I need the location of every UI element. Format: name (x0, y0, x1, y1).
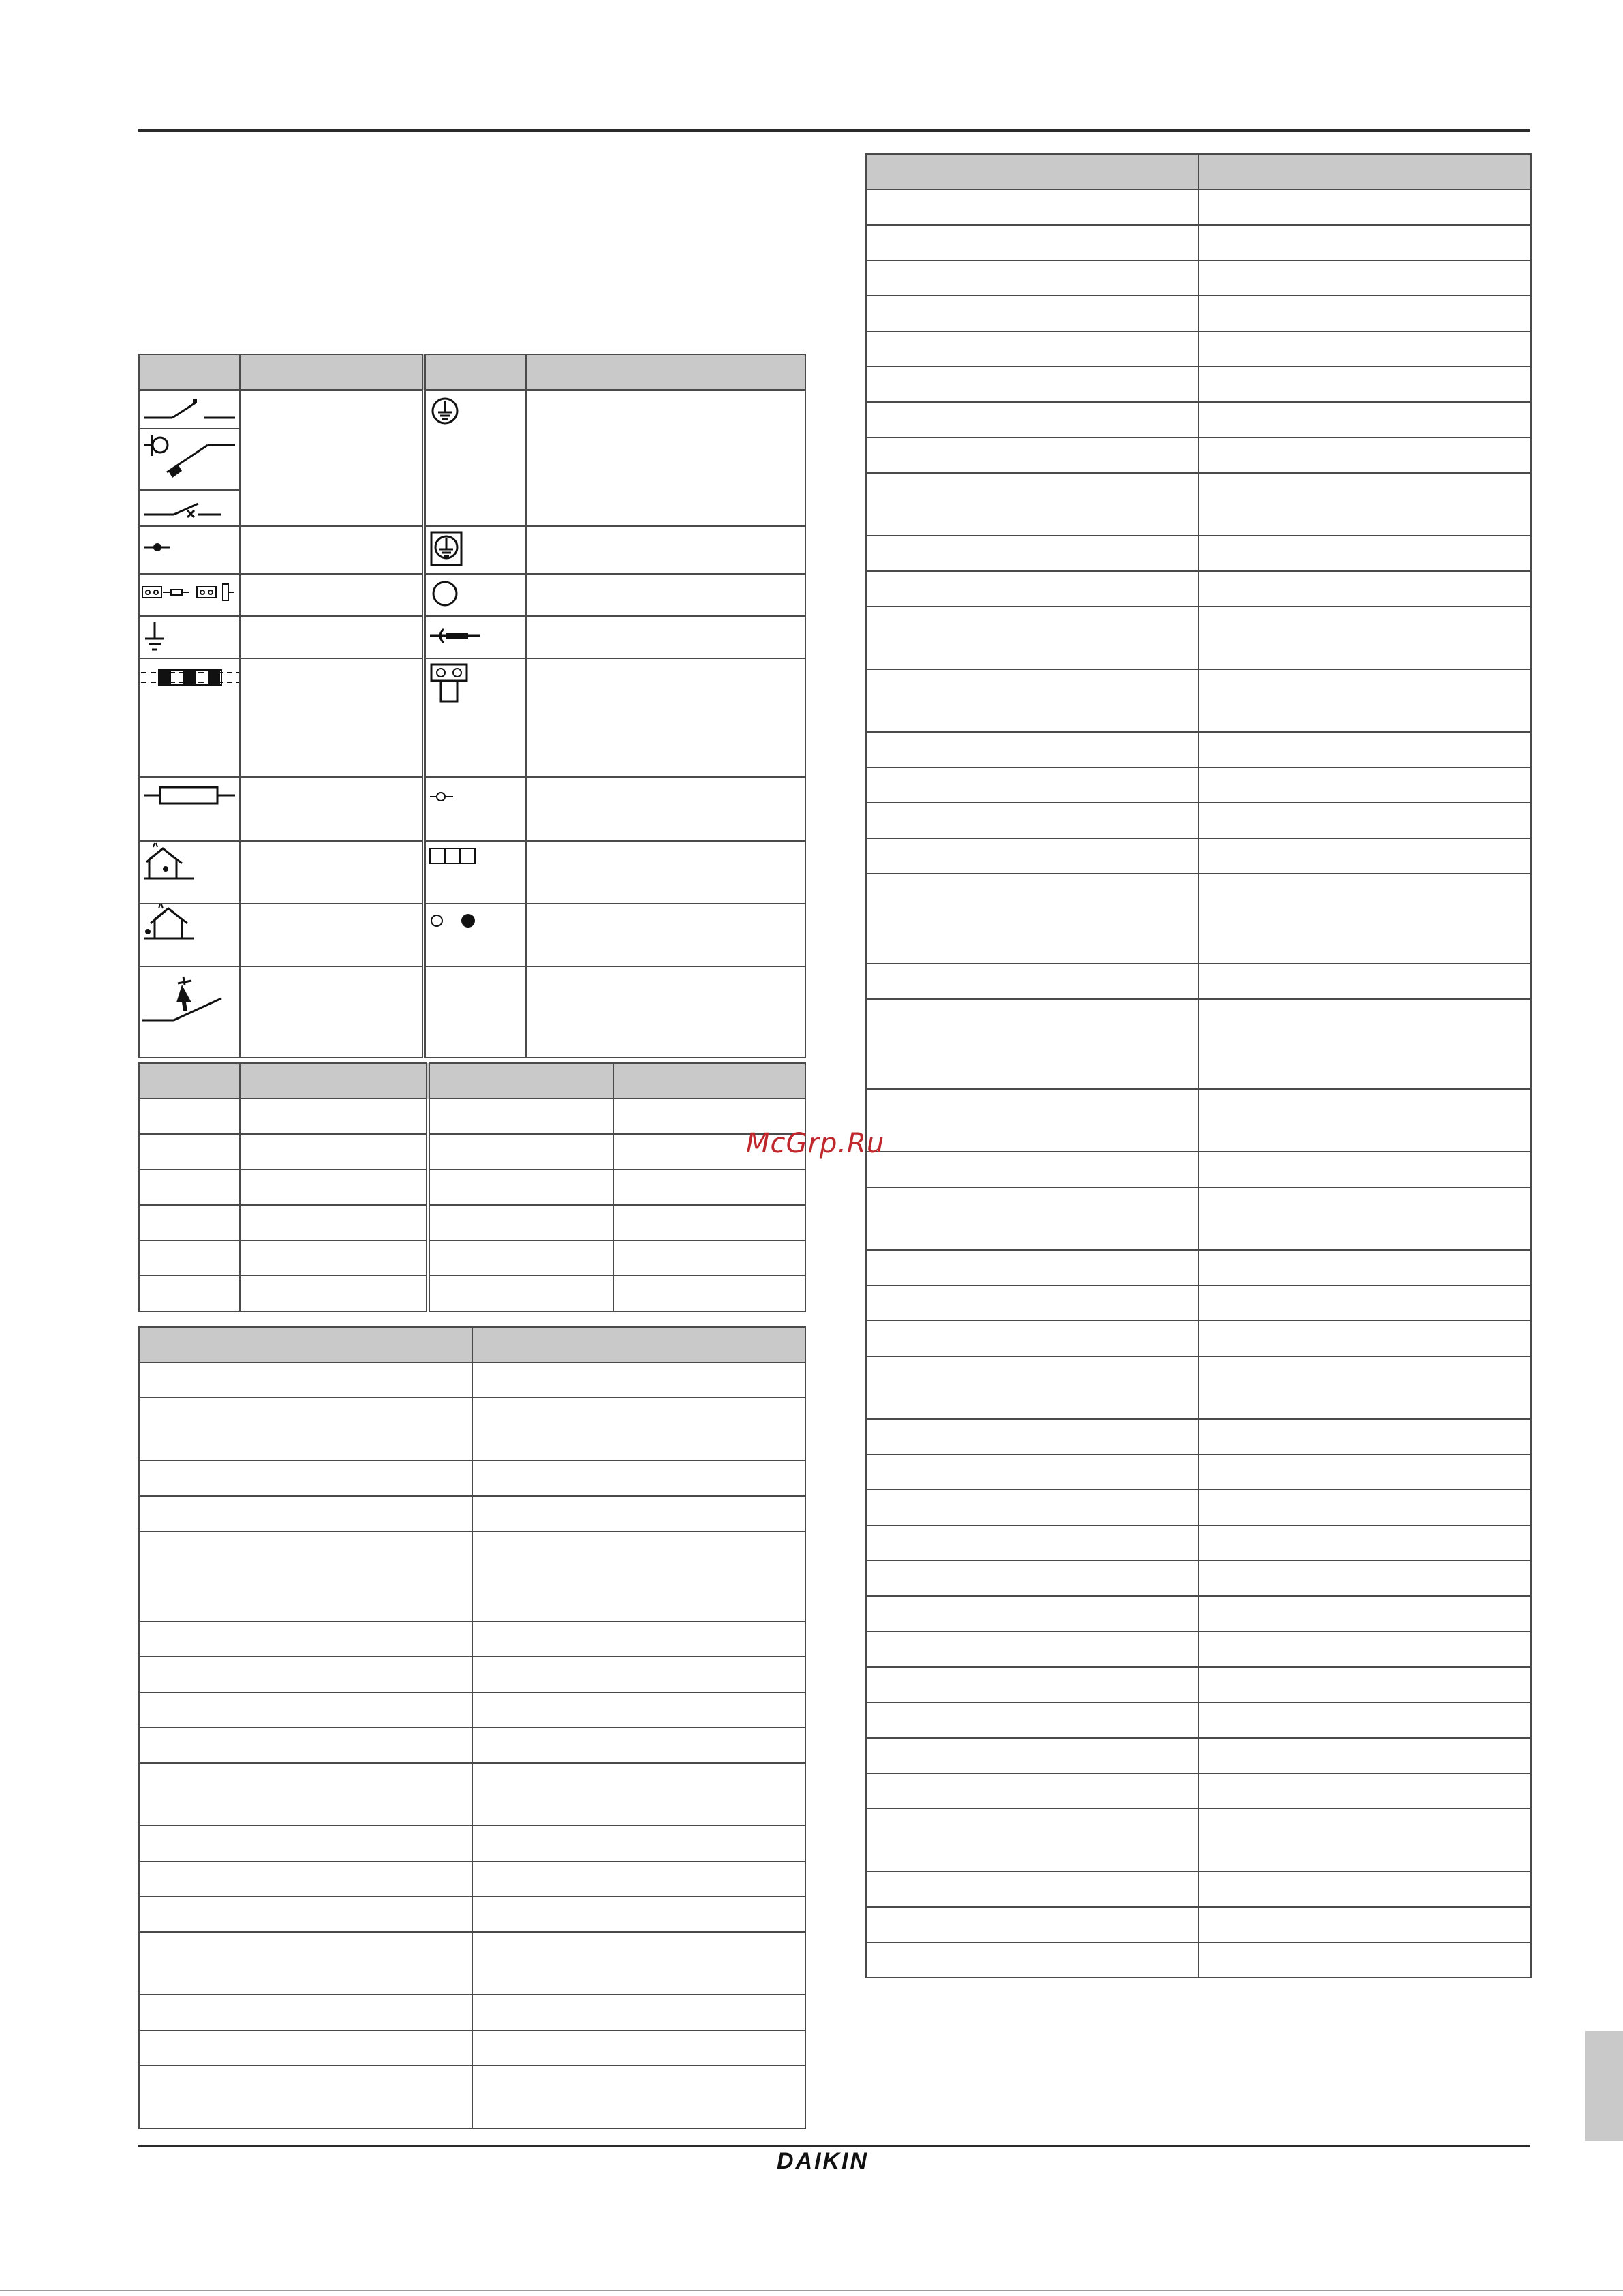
table-cell (866, 438, 1199, 473)
meaning-cell (526, 841, 805, 904)
table-cell (1199, 669, 1531, 732)
meaning-cell (240, 658, 424, 777)
symbol-table (138, 354, 806, 1058)
table-cell (866, 732, 1199, 767)
table-cell (1199, 803, 1531, 838)
table-cell (139, 2030, 472, 2066)
symbol-header (424, 354, 526, 390)
meaning-cell (240, 526, 424, 574)
table-cell (866, 999, 1199, 1089)
table-cell (472, 1531, 805, 1621)
table-cell (472, 1728, 805, 1763)
meaning-header (240, 354, 424, 390)
table-cell (139, 1861, 472, 1897)
table-cell (139, 1932, 472, 1995)
table-cell (428, 1240, 613, 1276)
table-cell (866, 803, 1199, 838)
table-cell (139, 1205, 240, 1240)
color-header (613, 1063, 805, 1099)
table-cell (472, 1861, 805, 1897)
protective-earth-icon (424, 390, 526, 526)
protective-earth-boxed-icon (424, 526, 526, 574)
terminal-icon (424, 777, 526, 841)
option-icon (139, 966, 240, 1058)
table-cell (472, 1621, 805, 1657)
table-cell (866, 1702, 1199, 1738)
table-cell (866, 1250, 1199, 1285)
table-cell (1199, 296, 1531, 331)
table-cell (139, 1099, 240, 1134)
terminal-block-2-icon (424, 658, 526, 777)
table-cell (866, 1152, 1199, 1187)
meaning-cell (240, 904, 424, 966)
table-cell (428, 1099, 613, 1134)
meaning-cell (526, 966, 805, 1058)
table-cell (1199, 1089, 1531, 1152)
legend-table-left (138, 1326, 806, 2129)
table-cell (866, 260, 1199, 296)
table-cell (866, 1089, 1199, 1152)
table-cell (1199, 1596, 1531, 1632)
table-cell (472, 1460, 805, 1496)
table-cell (1199, 367, 1531, 402)
table-cell (1199, 1525, 1531, 1561)
table-cell (866, 964, 1199, 999)
table-cell (866, 536, 1199, 571)
meaning-cell (240, 616, 424, 658)
table-cell (1199, 571, 1531, 607)
meaning-cell (526, 574, 805, 616)
table-cell (472, 1932, 805, 1995)
table-cell (1199, 1667, 1531, 1702)
table-cell (866, 473, 1199, 536)
table-cell (139, 1276, 240, 1311)
meaning-cell (526, 390, 805, 526)
table-cell (1199, 1702, 1531, 1738)
meaning-cell (240, 574, 424, 616)
circle-terminal-icon (424, 574, 526, 616)
table-cell (139, 1621, 472, 1657)
table-cell (1199, 536, 1531, 571)
earth-icon (139, 616, 240, 658)
table-cell (1199, 189, 1531, 225)
table-cell (240, 1099, 428, 1134)
table-cell (1199, 1809, 1531, 1871)
empty-cell (424, 966, 526, 1058)
top-rule (138, 129, 1530, 132)
table-cell (1199, 1187, 1531, 1250)
table-cell (1199, 402, 1531, 438)
table-cell (428, 1169, 613, 1205)
table-cell (472, 1826, 805, 1861)
symbol-header (428, 1063, 613, 1099)
page-bottom-rule (0, 2290, 1623, 2291)
table-cell (1199, 874, 1531, 964)
table-cell (1199, 964, 1531, 999)
table-cell (1199, 767, 1531, 803)
table-cell (866, 607, 1199, 669)
meaning-cell (526, 777, 805, 841)
table-cell (240, 1276, 428, 1311)
table-cell (139, 1496, 472, 1531)
meaning-cell (240, 841, 424, 904)
table-cell (866, 571, 1199, 607)
bottom-rule (138, 2145, 1530, 2147)
table-cell (1199, 1773, 1531, 1809)
table-cell (866, 1490, 1199, 1525)
description-header (1199, 154, 1531, 189)
table-cell (139, 1460, 472, 1496)
switch-symbols-icon (139, 390, 240, 526)
field-wiring-icon (139, 658, 240, 777)
table-cell (866, 402, 1199, 438)
table-cell (1199, 473, 1531, 536)
table-cell (866, 1285, 1199, 1321)
connector-icon (139, 574, 240, 616)
table-cell (139, 1134, 240, 1169)
outdoor-unit-icon (139, 904, 240, 966)
table-cell (472, 1362, 805, 1398)
table-cell (1199, 1561, 1531, 1596)
table-cell (866, 225, 1199, 260)
table-cell (472, 1398, 805, 1460)
table-cell (139, 1763, 472, 1826)
table-cell (613, 1205, 805, 1240)
side-tab (1585, 2031, 1623, 2141)
meaning-cell (526, 526, 805, 574)
table-cell (1199, 1738, 1531, 1773)
table-cell (866, 1942, 1199, 1978)
table-cell (1199, 838, 1531, 874)
table-cell (428, 1276, 613, 1311)
daikin-logo: DAIKIN (777, 2148, 869, 2174)
table-cell (139, 1240, 240, 1276)
fuse-icon (139, 777, 240, 841)
table-cell (139, 1826, 472, 1861)
meaning-cell (240, 966, 424, 1058)
table-cell (866, 1596, 1199, 1632)
table-cell (866, 296, 1199, 331)
symbol-header (139, 1063, 240, 1099)
table-cell (428, 1205, 613, 1240)
table-cell (1199, 331, 1531, 367)
table-cell (1199, 225, 1531, 260)
table-cell (866, 1738, 1199, 1773)
color-header (240, 1063, 428, 1099)
item-header (139, 1327, 472, 1362)
table-cell (1199, 1419, 1531, 1454)
open-closed-terminal-icon (424, 904, 526, 966)
table-cell (139, 1362, 472, 1398)
description-header (472, 1327, 805, 1362)
meaning-cell (240, 777, 424, 841)
table-cell (866, 189, 1199, 225)
table-cell (1199, 438, 1531, 473)
table-cell (866, 1356, 1199, 1419)
table-cell (1199, 1907, 1531, 1942)
table-cell (139, 1692, 472, 1728)
table-cell (240, 1205, 428, 1240)
table-cell (1199, 607, 1531, 669)
symbol-header (139, 354, 240, 390)
table-cell (613, 1240, 805, 1276)
table-cell (139, 1169, 240, 1205)
table-cell (866, 1454, 1199, 1490)
table-cell (866, 367, 1199, 402)
meaning-cell (526, 616, 805, 658)
table-cell (1199, 732, 1531, 767)
table-cell (1199, 1356, 1531, 1419)
item-header (866, 154, 1199, 189)
table-cell (1199, 1152, 1531, 1187)
table-cell (866, 1773, 1199, 1809)
meaning-cell (240, 390, 424, 526)
table-cell (866, 767, 1199, 803)
table-cell (866, 669, 1199, 732)
table-cell (139, 1897, 472, 1932)
table-cell (472, 1995, 805, 2030)
table-cell (428, 1134, 613, 1169)
table-cell (1199, 1321, 1531, 1356)
meaning-cell (526, 658, 805, 777)
table-cell (1199, 1490, 1531, 1525)
table-cell (1199, 1250, 1531, 1285)
connection-dot-icon (139, 526, 240, 574)
table-cell (472, 2066, 805, 2128)
table-cell (1199, 999, 1531, 1089)
table-cell (866, 331, 1199, 367)
table-cell (240, 1169, 428, 1205)
table-cell (866, 1809, 1199, 1871)
table-cell (139, 1398, 472, 1460)
table-cell (472, 1763, 805, 1826)
table-cell (472, 1692, 805, 1728)
color-table (138, 1062, 806, 1312)
table-cell (866, 1187, 1199, 1250)
meaning-cell (526, 904, 805, 966)
table-cell (866, 1561, 1199, 1596)
table-cell (866, 1321, 1199, 1356)
meaning-header (526, 354, 805, 390)
table-cell (1199, 1871, 1531, 1907)
table-cell (1199, 1942, 1531, 1978)
watermark: McGrp.Ru (746, 1128, 885, 1159)
table-cell (472, 1657, 805, 1692)
table-cell (472, 1496, 805, 1531)
table-cell (613, 1276, 805, 1311)
table-cell (240, 1134, 428, 1169)
table-cell (866, 1667, 1199, 1702)
table-cell (866, 838, 1199, 874)
table-cell (240, 1240, 428, 1276)
table-cell (866, 1632, 1199, 1667)
table-cell (139, 2066, 472, 2128)
table-cell (1199, 260, 1531, 296)
table-cell (866, 1419, 1199, 1454)
legend-table-right (865, 153, 1532, 1978)
table-cell (139, 1531, 472, 1621)
table-cell (866, 874, 1199, 964)
table-cell (1199, 1454, 1531, 1490)
table-cell (472, 2030, 805, 2066)
table-cell (472, 1897, 805, 1932)
terminal-strip-icon (424, 841, 526, 904)
table-cell (613, 1169, 805, 1205)
table-cell (139, 1657, 472, 1692)
table-cell (139, 1728, 472, 1763)
table-cell (1199, 1632, 1531, 1667)
table-cell (1199, 1285, 1531, 1321)
indoor-unit-icon (139, 841, 240, 904)
table-cell (866, 1525, 1199, 1561)
table-cell (866, 1871, 1199, 1907)
table-cell (866, 1907, 1199, 1942)
table-cell (139, 1995, 472, 2030)
wire-clamp-icon (424, 616, 526, 658)
